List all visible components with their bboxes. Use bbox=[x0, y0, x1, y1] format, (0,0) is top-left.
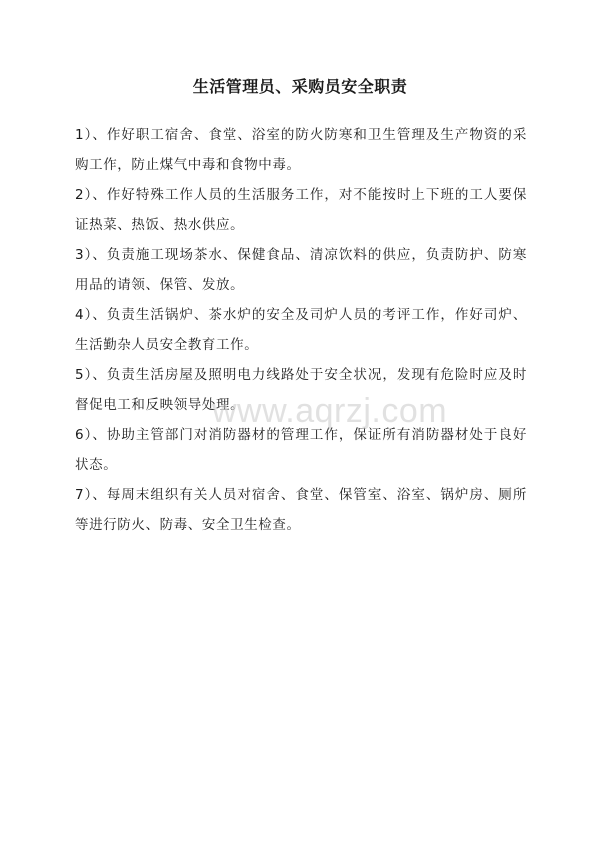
watermark-text: www.aqrzj.com bbox=[212, 392, 448, 430]
duty-list bbox=[75, 120, 527, 540]
duty-item-3: 3）、负责施工现场茶水、保健食品、清凉饮料的供应，负责防护、防寒用品的请领、保管、发放。 bbox=[75, 247, 527, 293]
duty-item-7: 7）、每周末组织有关人员对宿舍、食堂、保管室、浴室、锅炉房、厕所等进行防火、防毒、安全卫生检查。 bbox=[75, 487, 527, 533]
duty-item-2: 2）、作好特殊工作人员的生活服务工作，对不能按时上下班的工人要保证热菜、热饭、热水供应。 bbox=[75, 187, 527, 233]
duty-item-1: 1）、作好职工宿舍、食堂、浴室的防火防寒和卫生管理及生产物资的采购工作，防止煤气中毒和食物中毒。 bbox=[75, 127, 527, 173]
duty-item-5: 5）、负责生活房屋及照明电力线路处于安全状况，发现有危险时应及时督促电工和反映领导处理。 bbox=[75, 367, 527, 413]
duty-item-6: 6）、协助主管部门对消防器材的管理工作，保证所有消防器材处于良好状态。 bbox=[75, 427, 527, 473]
duty-item-4: 4）、负责生活锅炉、茶水炉的安全及司炉人员的考评工作，作好司炉、生活勤杂人员安全教育工作。 bbox=[75, 307, 527, 353]
document-title: 生活管理员、采购员安全职责 bbox=[192, 77, 408, 96]
